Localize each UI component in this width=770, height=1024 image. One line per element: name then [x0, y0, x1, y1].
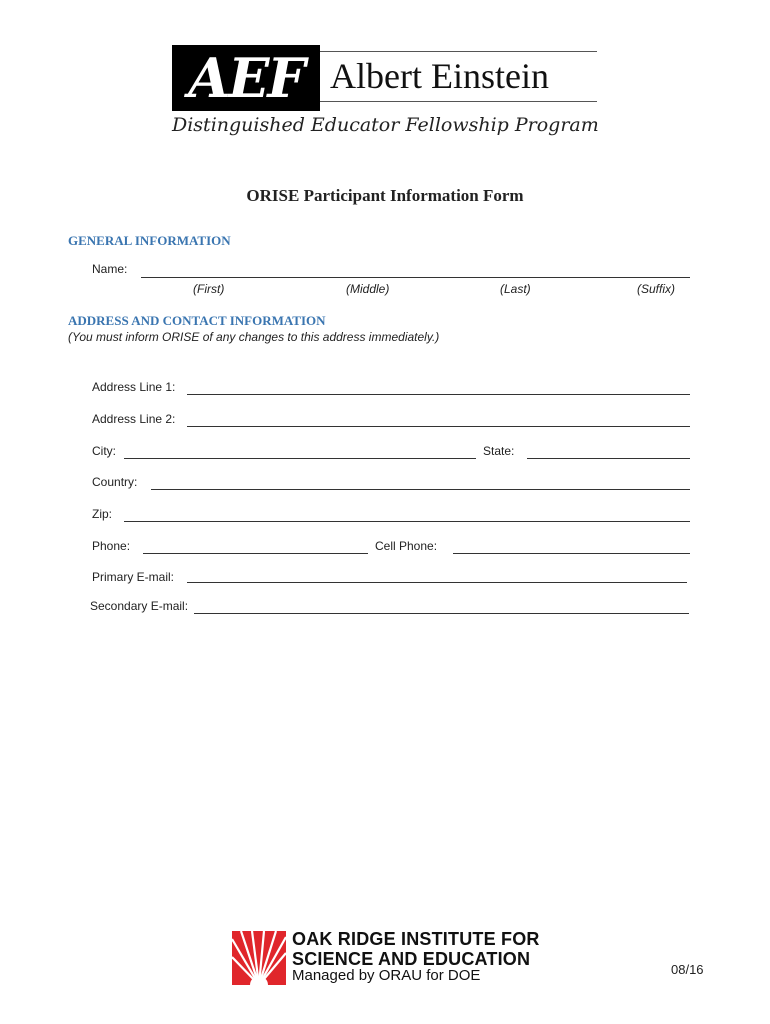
- logo-rule-bottom: [320, 101, 597, 102]
- form-title: ORISE Participant Information Form: [246, 186, 524, 205]
- city-field[interactable]: [124, 458, 476, 459]
- country-label: Country:: [92, 475, 138, 489]
- orise-name-line-1: OAK RIDGE INSTITUTE FOR: [292, 929, 540, 949]
- name-middle-label: (Middle): [346, 282, 390, 296]
- orise-sunburst-icon: [232, 931, 286, 985]
- cell-phone-field[interactable]: [453, 553, 690, 554]
- name-label: Name:: [92, 262, 128, 276]
- phone-field[interactable]: [143, 553, 368, 554]
- logo-name: Albert Einstein: [330, 56, 549, 96]
- phone-label: Phone:: [92, 539, 131, 553]
- state-label: State:: [483, 444, 515, 458]
- city-label: City:: [92, 444, 116, 458]
- name-field[interactable]: [141, 277, 690, 278]
- primary-email-field[interactable]: [187, 582, 687, 583]
- program-name: Distinguished Educator Fellowship Program: [172, 114, 599, 136]
- revision-date: 08/16: [671, 962, 704, 977]
- primary-email-label: Primary E-mail:: [92, 570, 175, 584]
- cell-phone-label: Cell Phone:: [375, 539, 438, 553]
- name-first-label: (First): [193, 282, 225, 296]
- country-field[interactable]: [151, 489, 690, 490]
- address-line-1-label: Address Line 1:: [92, 380, 176, 394]
- zip-label: Zip:: [92, 507, 113, 521]
- orise-name-line-2: SCIENCE AND EDUCATION: [292, 949, 531, 969]
- orise-managed-by: Managed by ORAU for DOE: [292, 967, 481, 984]
- address-contact-heading: ADDRESS AND CONTACT INFORMATION: [68, 313, 326, 328]
- aef-logo-mark: AEF: [172, 45, 320, 111]
- secondary-email-field[interactable]: [194, 613, 689, 614]
- secondary-email-label: Secondary E-mail:: [90, 599, 189, 613]
- address-line-2-label: Address Line 2:: [92, 412, 176, 426]
- state-field[interactable]: [527, 458, 690, 459]
- general-information-heading: GENERAL INFORMATION: [68, 233, 231, 248]
- address-line-2-field[interactable]: [187, 426, 690, 427]
- zip-field[interactable]: [124, 521, 690, 522]
- logo-rule-top: [320, 51, 597, 52]
- address-line-1-field[interactable]: [187, 394, 690, 395]
- address-change-note: (You must inform ORISE of any changes to this address immediately.): [68, 330, 440, 344]
- name-suffix-label: (Suffix): [637, 282, 676, 296]
- name-last-label: (Last): [500, 282, 531, 296]
